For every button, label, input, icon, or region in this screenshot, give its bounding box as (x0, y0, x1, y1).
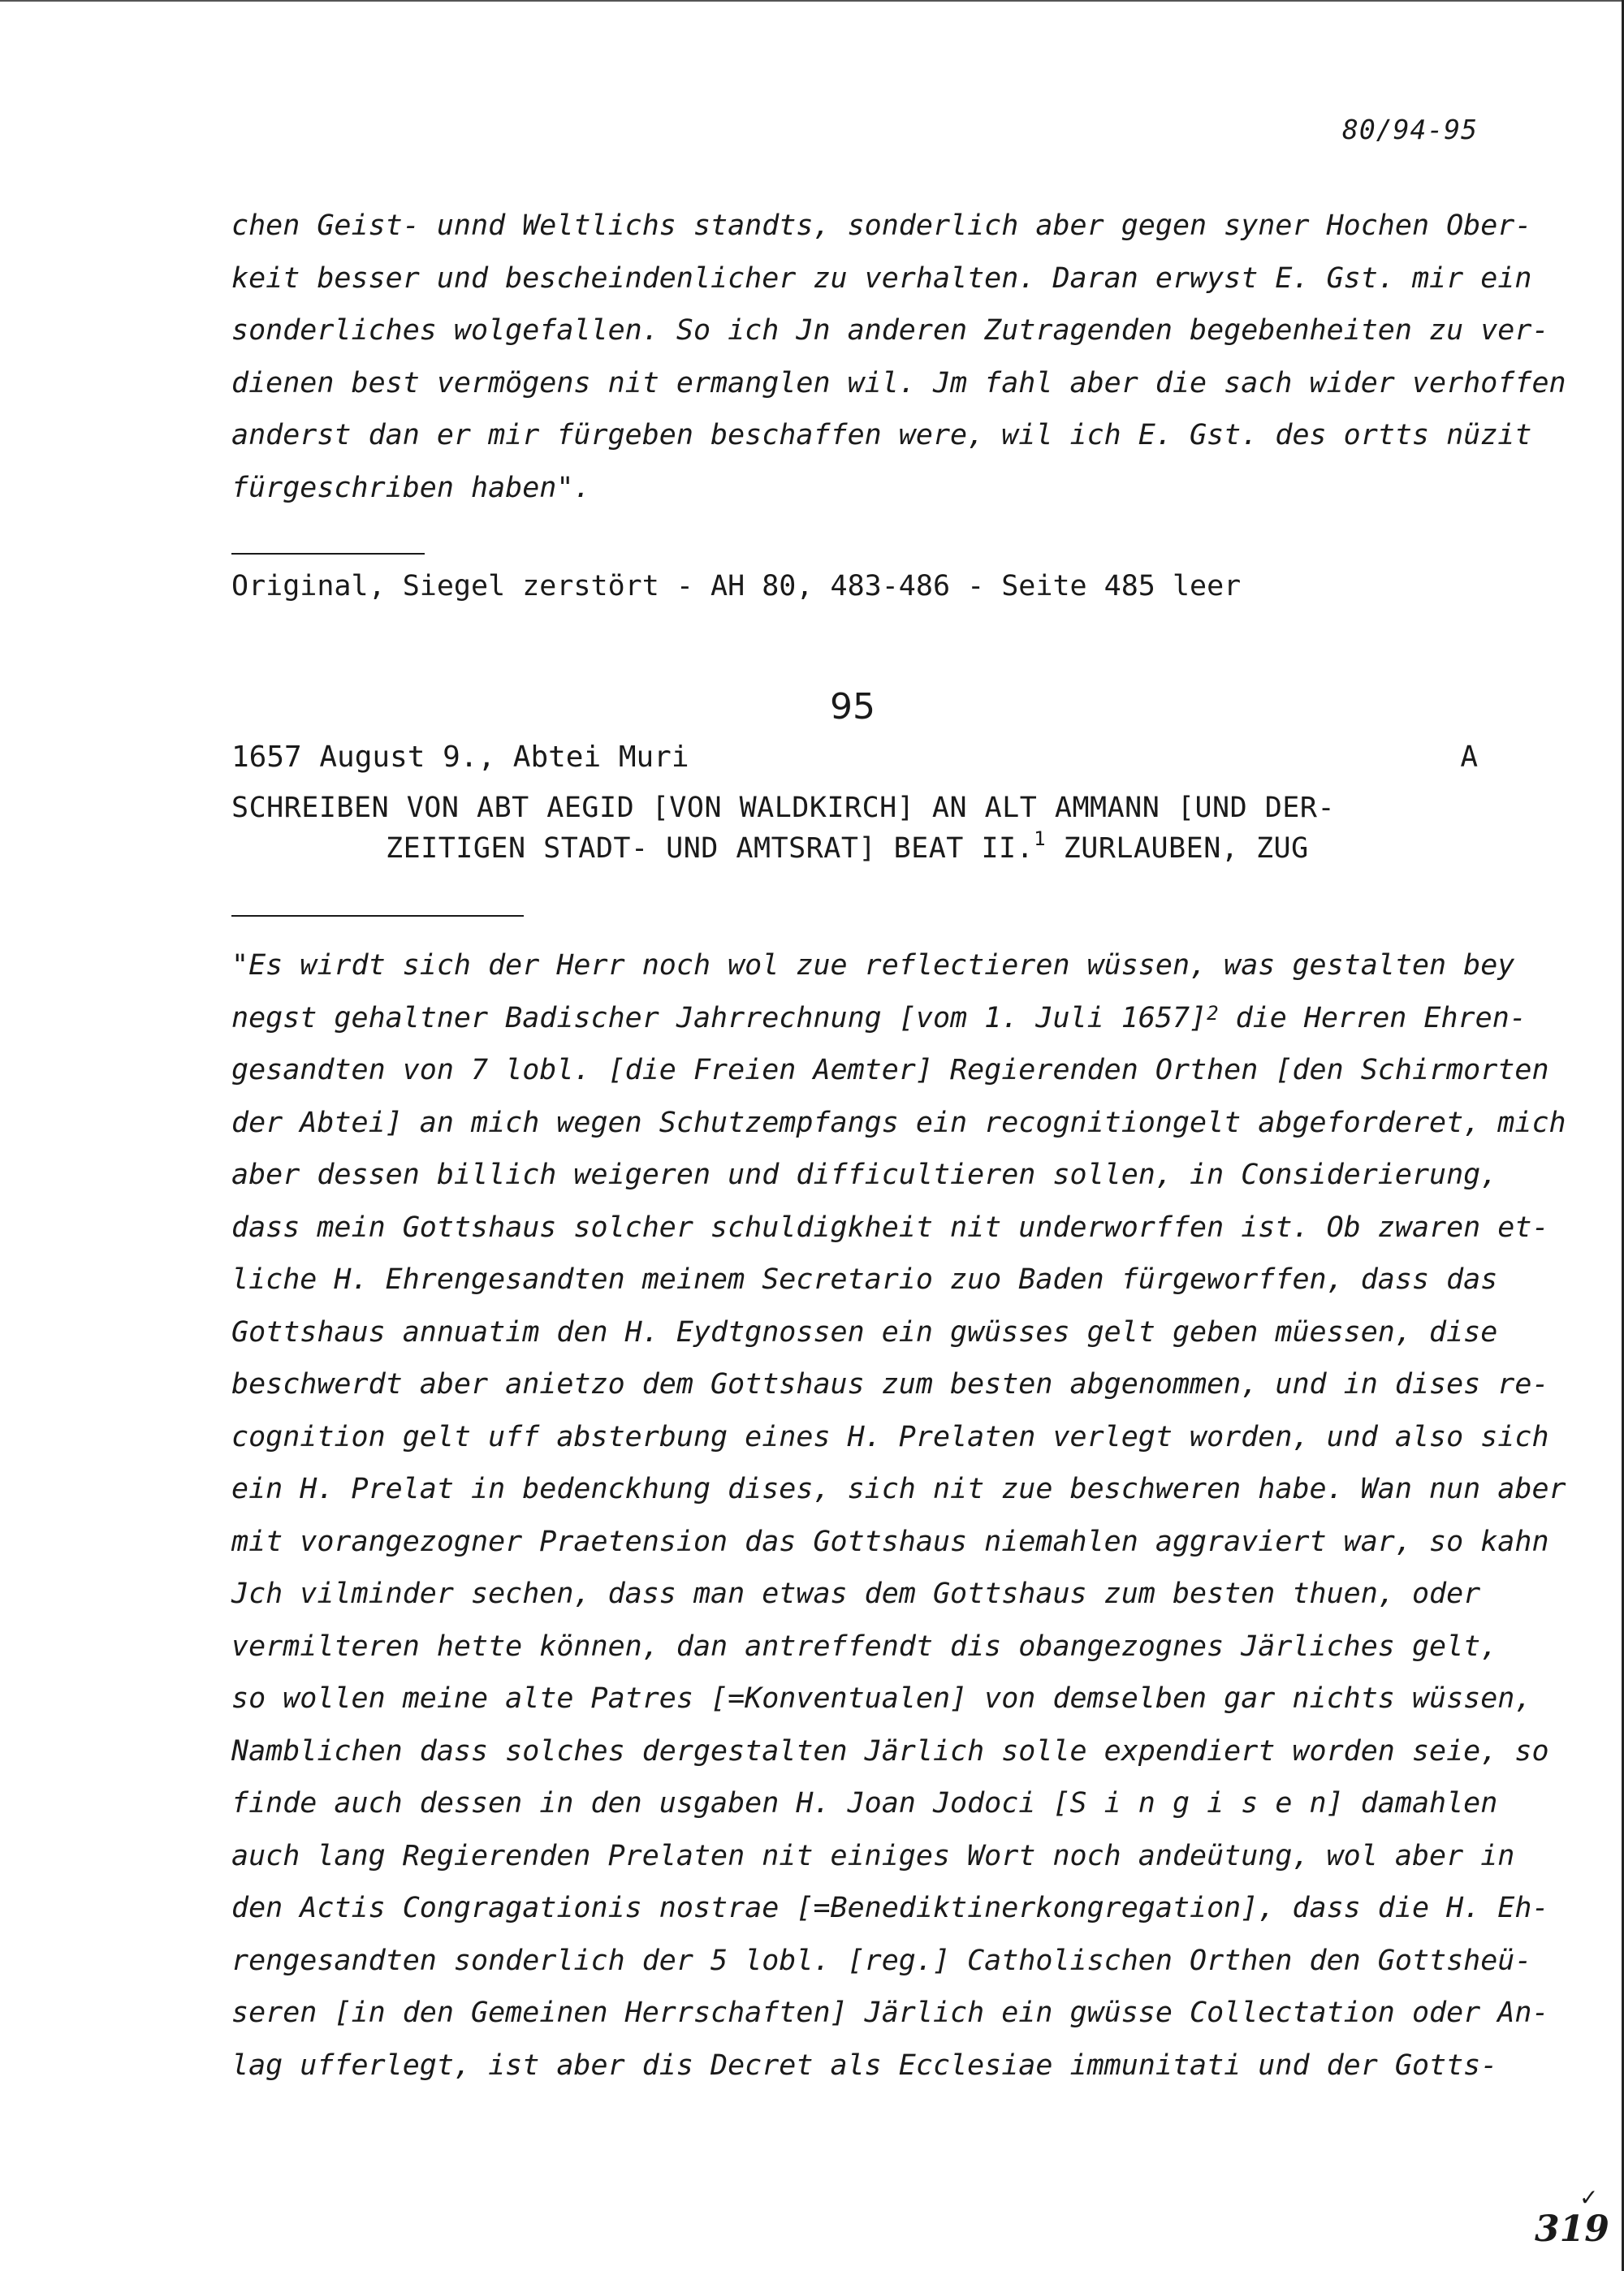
body-line: lag ufferlegt, ist aber dis Decret als Ecclesiae immunitati und der Gotts- (231, 2049, 1498, 2082)
document-type-letter: A (1460, 740, 1478, 774)
body-line: cognition gelt uff absterbung eines H. Prelaten verlegt worden, und also sich (231, 1420, 1549, 1453)
handwritten-folio-mark: 319 (1535, 2208, 1609, 2250)
continuation-line: sonderliches wolgefallen. So ich Jn anderen Zutragenden begebenheiten zu ver- (231, 314, 1549, 347)
check-mark-icon: ✓ (1579, 2184, 1599, 2211)
body-text-pre: negst gehaltner Badischer Jahrrechnung [vom 1. Juli 1657] (231, 1001, 1207, 1034)
body-line: "Es wirdt sich der Herr noch wol zue reflectieren wüssen, was gestalten bey (231, 949, 1515, 982)
body-line: ein H. Prelat in bedenckhung dises, sich nit zue beschweren habe. Wan nun aber (231, 1473, 1566, 1505)
continuation-line: anderst dan er mir fürgeben beschaffen were, wil ich E. Gst. des ortts nüzit (231, 419, 1532, 451)
document-heading-line-2 (386, 827, 1624, 865)
body-line: den Actis Congragationis nostrae [=Benediktinerkongregation], dass die H. Eh- (231, 1892, 1549, 1924)
page-reference: 80/94-95 (1342, 114, 1478, 145)
body-line-with-footnote (231, 992, 1527, 1045)
continuation-line: fürgeschriben haben". (231, 471, 591, 504)
continuation-line: dienen best vermögens nit ermanglen wil. Jm fahl aber die sach wider verhoffen (231, 366, 1566, 399)
body-line: auch lang Regierenden Prelaten nit einiges Wort noch andeütung, wol aber in (231, 1839, 1515, 1872)
body-line: finde auch dessen in den usgaben H. Joan Jodoci [S i n g i s e n] damahlen (231, 1787, 1498, 1820)
body-line: rengesandten sonderlich der 5 lobl. [reg.] Catholischen Orthen den Gottsheü- (231, 1944, 1532, 1977)
body-line: aber dessen billich weigeren und difficultieren sollen, in Considerierung, (231, 1159, 1498, 1191)
heading-text-post: ZURLAUBEN, ZUG (1046, 832, 1309, 865)
continuation-text (231, 200, 1566, 514)
scan-edge-top (0, 0, 1624, 2)
body-line: der Abtei] an mich wegen Schutzempfangs ein recognitiongelt abgeforderet, mich (231, 1106, 1566, 1139)
body-line: so wollen meine alte Patres [=Konventualen] von demselben gar nichts wüssen, (231, 1682, 1532, 1715)
heading-text-pre: ZEITIGEN STADT- UND AMTSRAT] BEAT II. (386, 832, 1034, 865)
body-line: liche H. Ehrengesandten meinem Secretario zuo Baden fürgeworffen, dass das (231, 1263, 1498, 1296)
document-date-place: 1657 August 9., Abtei Muri (231, 740, 689, 774)
body-line: vermilteren hette können, dan antreffendt dis obangezognes Järliches gelt, (231, 1630, 1498, 1663)
body-text-post: die Herren Ehren- (1218, 1001, 1527, 1034)
heading-rule (231, 915, 524, 917)
body-line: beschwerdt aber anietzo dem Gottshaus zum besten abgenommen, und in dises re- (231, 1368, 1549, 1401)
body-line: Namblichen dass solches dergestalten Järlich solle expendiert worden seie, so (231, 1734, 1549, 1768)
document-number: 95 (830, 686, 875, 727)
body-line: dass mein Gottshaus solcher schuldigkheit nit underworffen ist. Ob zwaren et- (231, 1211, 1549, 1244)
footnote-marker: 1 (1034, 827, 1047, 850)
body-line: Gottshaus annuatim den H. Eydtgnossen ein gwüsses gelt geben müessen, dise (231, 1315, 1498, 1349)
body-line: seren [in den Gemeinen Herrschaften] Järlich ein gwüsse Collectation oder An- (231, 1997, 1549, 2029)
body-line: gesandten von 7 lobl. [die Freien Aemter] Regierenden Orthen [den Schirmorten (231, 1054, 1549, 1086)
footnote-marker: 2 (1207, 1001, 1219, 1025)
letter-body (231, 939, 1566, 2092)
document-heading-line-1: SCHREIBEN VON ABT AEGID [VON WALDKIRCH] AN ALT AMMANN [UND DER- (231, 792, 1336, 824)
continuation-line: keit besser und bescheindenlicher zu verhalten. Daran erwyst E. Gst. mir ein (231, 261, 1532, 295)
body-line: mit vorangezogner Praetension das Gottshaus niemahlen aggraviert war, so kahn (231, 1525, 1549, 1558)
source-note: Original, Siegel zerstört - AH 80, 483-486 - Seite 485 leer (231, 570, 1242, 602)
body-line: Jch vilminder sechen, dass man etwas dem Gottshaus zum besten thuen, oder (231, 1578, 1481, 1610)
continuation-line: chen Geist- unnd Weltlichs standts, sonderlich aber gegen syner Hochen Ober- (231, 209, 1532, 242)
footnote-rule (231, 553, 425, 555)
